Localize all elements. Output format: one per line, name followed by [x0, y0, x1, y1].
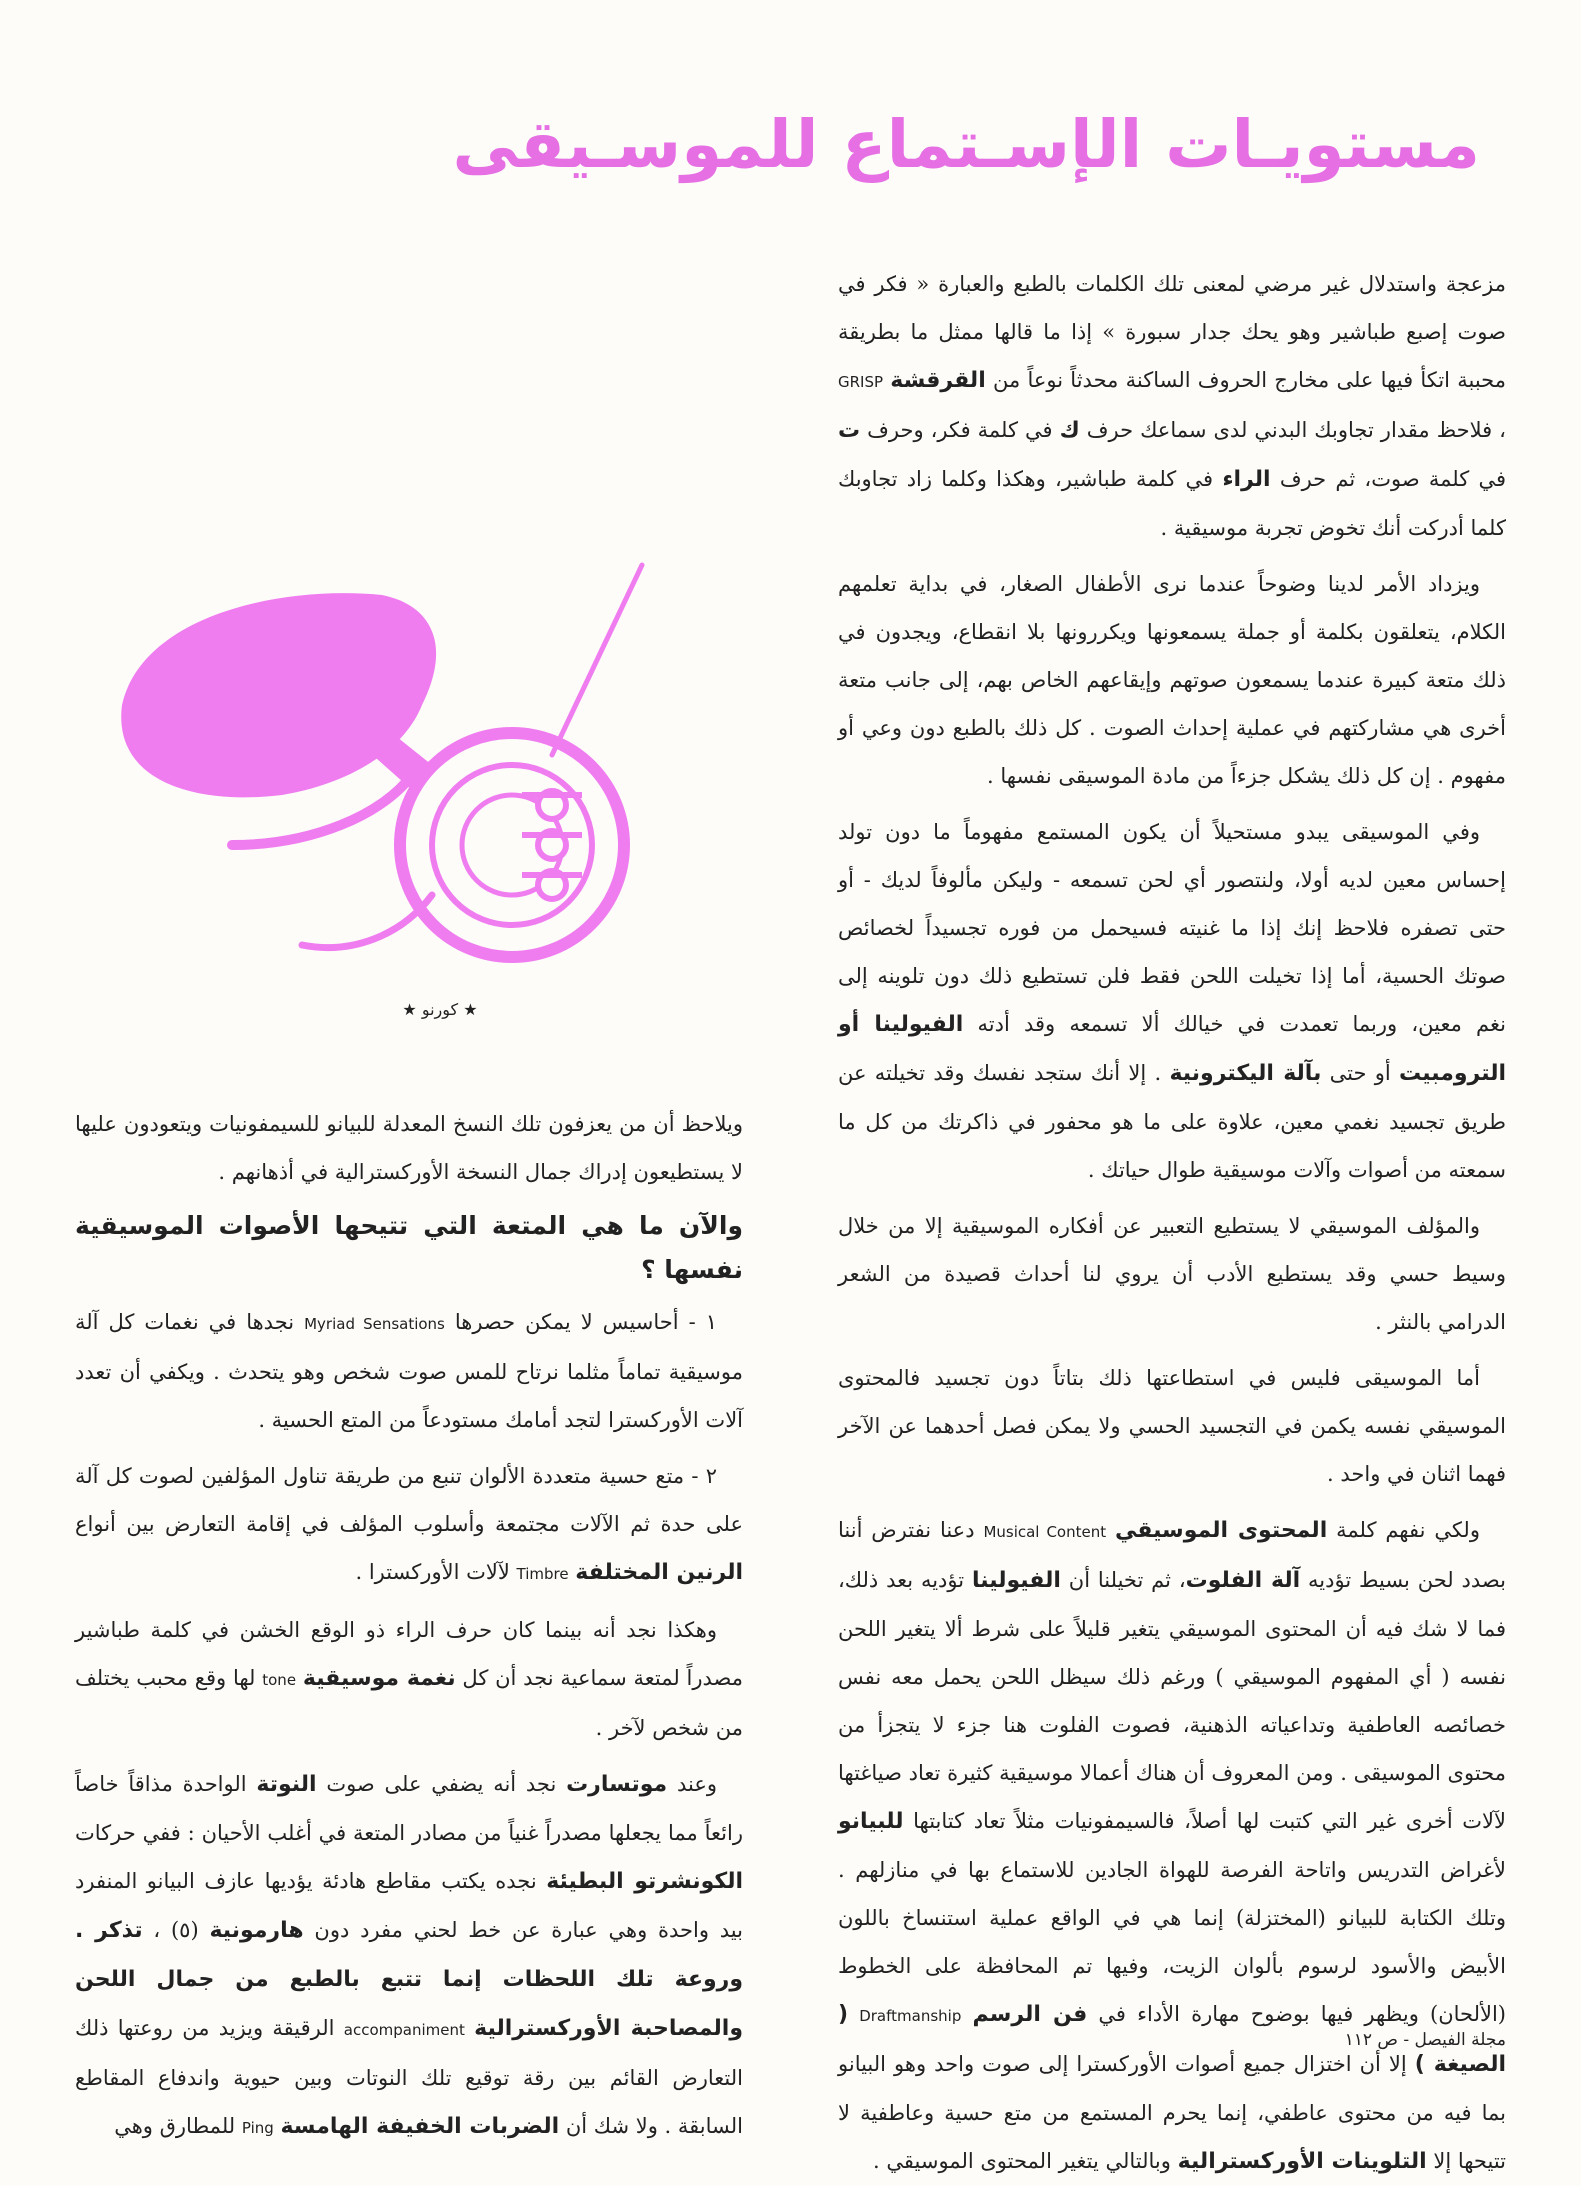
- list-item: ٢ - متع حسية متعددة الألوان تنبع من طريقة تناول المؤلفين لصوت كل آلة على حدة ثم الآلات مجتمعة وأسلوب المؤلف في إقامة التعارض بين أنواع الرنين المختلفة Timbre لآلات الأوركسترا .: [75, 1464, 743, 1585]
- left-column: [75, 1100, 744, 2139]
- list-item: ١ - أحاسيس لا يمكن حصرها Myriad Sensations نجدها في نغمات كل آلة موسيقية تماماً مثلما نرتاح للمس صوت شخص وهو يتحدث . ويكفي أن تعدد آلات الأوركسترا لتجد أمامك مستودعاً من المتع الحسية .: [75, 1310, 743, 1432]
- paragraph: وعند موتسارت نجد أنه يضفي على صوت النوتة الواحدة مذاقاً خاصاً رائعاً مما يجعلها مصدراً غنياً من مصادر المتعة في أغلب الأحيان : ففي حركات الكونشرتو البطيئة نجده يكتب مقاطع هادئة يؤديها عازف البيانو المنفرد بيد واحدة وهي عبارة عن خط لحني مفرد دون هارمونية (٥) ، تذكر . وروعة تلك اللحظات إنما تتبع بالطبع من جمال اللحن والمصاحبة الأوركسترالية accompaniment الرقيقة ويزيد من روعتها ذلك التعارض القائم بين رقة توقيع تلك النوتات وبين حيوية واندفاع المقاطع السابقة . ولا شك أن الضربات الخفيفة الهامسة Ping للمطارق وهي: [75, 1772, 744, 2139]
- section-heading: والآن ما هي المتعة التي تتيحها الأصوات الموسيقية نفسها ؟: [75, 1211, 743, 1284]
- paragraph: ولكي نفهم كلمة المحتوى الموسيقي Musical Content دعنا نفترض أننا بصدد لحن بسيط تؤديه آلة الفلوت، ثم تخيلنا أن الفيولينا تؤديه بعد ذلك، فما لا شك فيه أن المحتوى الموسيقي يتغير قليلاً على شرط ألا يتغير اللحن نفسه ( أي المفهوم الموسيقي ) ورغم ذلك سيظل اللحن يحمل معه نفس خصائصه العاطفية وتداعياته الذهنية، فصوت الفلوت هنا جزء لا يتجزأ من محتوى الموسيقى . ومن المعروف أن هناك أعمالا موسيقية كثيرة تعاد صياغتها لآلات أخرى غير التي كتبت لها أصلاً، فالسيمفونيات مثلاً تعاد كتابتها للبيانو لأغراض التدريس واتاحة الفرصة للهواة الجادين للاستماع بها في منازلهم . وتلك الكتابة للبيانو (المختزلة) إنما هي في الواقع عملية استنساخ باللون الأبيض والأسود لرسوم بألوان الزيت، وفيها تم المحافظة على الخطوط (الألحان) ويظهر فيها بوضوح مهارة الأداء في فن الرسم Draftmanship ( الصيغة ) إلا أن اختزال جميع أصوات الأوركسترا إلى صوت واحد وهو البيانو بما فيه من محتوى عاطفي، إنما يحرم المستمع من متع حسية وعاطفية لا تتيحها إلا التلوينات الأوركسترالية وبالتالي يتغير المحتوى الموسيقي .: [838, 1518, 1506, 2174]
- paragraph: وهكذا نجد أنه بينما كان حرف الراء ذو الوقع الخشن في كلمة طباشير مصدراً لمتعة سماعية نجد أن كل نغمة موسيقية tone لها وقع محبب يختلف من شخص لآخر .: [75, 1618, 743, 1740]
- paragraph: أما الموسيقى فليس في استطاعتها ذلك بتاتاً دون تجسيد فالمحتوى الموسيقي نفسه يكمن في التجسيد الحسي ولا يمكن فصل أحدهما عن الآخر فهما اثنان في واحد .: [838, 1366, 1506, 1486]
- article-title: مستويـات الإسـتماع للموسـيقى: [452, 106, 1480, 183]
- paragraph: والمؤلف الموسيقي لا يستطيع التعبير عن أفكاره الموسيقية إلا من خلال وسيط حسي وقد يستطيع الأدب أن يروي لنا أحداث قصيدة من الشعر الدرامي بالنثر .: [838, 1214, 1506, 1334]
- paragraph: مزعجة واستدلال غير مرضي لمعنى تلك الكلمات بالطبع والعبارة « فكر في صوت إصبع طباشير وهو يحك جدار سبورة » إذا ما قالها ممثل ما بطريقة محببة اتكأ فيها على مخارج الحروف الساكنة محدثاً نوعاً من القرقشة GRISP ، فلاحظ مقدار تجاوبك البدني لدى سماعك حرف ك في كلمة فكر، وحرف ت في كلمة صوت، ثم حرف الراء في كلمة طباشير، وهكذا وكلما زاد تجاوبك كلما أدركت أنك تخوض تجربة موسيقية .: [838, 272, 1506, 540]
- paragraph: وفي الموسيقى يبدو مستحيلاً أن يكون المستمع مفهوماً ما دون تولد إحساس معين لديه أولا، ولنتصور أي لحن تسمعه - وليكن مألوفاً لديك - أو حتى تصفره فلاحظ إنك إذا ما غنيته فسيحمل من فوره تجسيداً لخصائص صوتك الحسية، أما إذا تخيلت اللحن فقط فلن تستطيع ذلك دون تلوينه إلى نغم معين، وربما تعمدت في خيالك ألا تسمعه وقد أدته الفيولينا أو الترومبيت أو حتى بآلة اليكترونية . إلا أنك ستجد نفسك وقد تخيلته عن طريق تجسيد نغمي معين، علاوة على ما هو محفور في ذاكرتك من كل ما سمعته من أصوات وآلات موسيقية طوال حياتك .: [838, 820, 1506, 1182]
- paragraph: ويلاحظ أن من يعزفون تلك النسخ المعدلة للبيانو للسيمفونيات ويتعودون عليها لا يستطيعون إدراك جمال النسخة الأوركسترالية في أذهانهم .: [75, 1112, 743, 1184]
- paragraph: ويزداد الأمر لدينا وضوحاً عندما نرى الأطفال الصغار، في بداية تعلمهم الكلام، يتعلقون بكلمة أو جملة يسمعونها ويكررونها بلا انقطاع، ويجدون في ذلك متعة كبيرة عندما يسمعون صوتهم وإيقاعهم الخاص بهم، إلى جانب متعة أخرى هي مشاركتهم في عملية إحداث الصوت . كل ذلك بالطبع دون وعي أو مفهوم . إن كل ذلك يشكل جزءاً من مادة الموسيقى نفسها .: [838, 572, 1506, 788]
- page-footer: مجلة الفيصل - ص ١١٢: [1344, 2030, 1506, 2050]
- illustration-caption: ★ كورنو ★: [402, 1000, 478, 1019]
- french-horn-icon: [82, 545, 642, 965]
